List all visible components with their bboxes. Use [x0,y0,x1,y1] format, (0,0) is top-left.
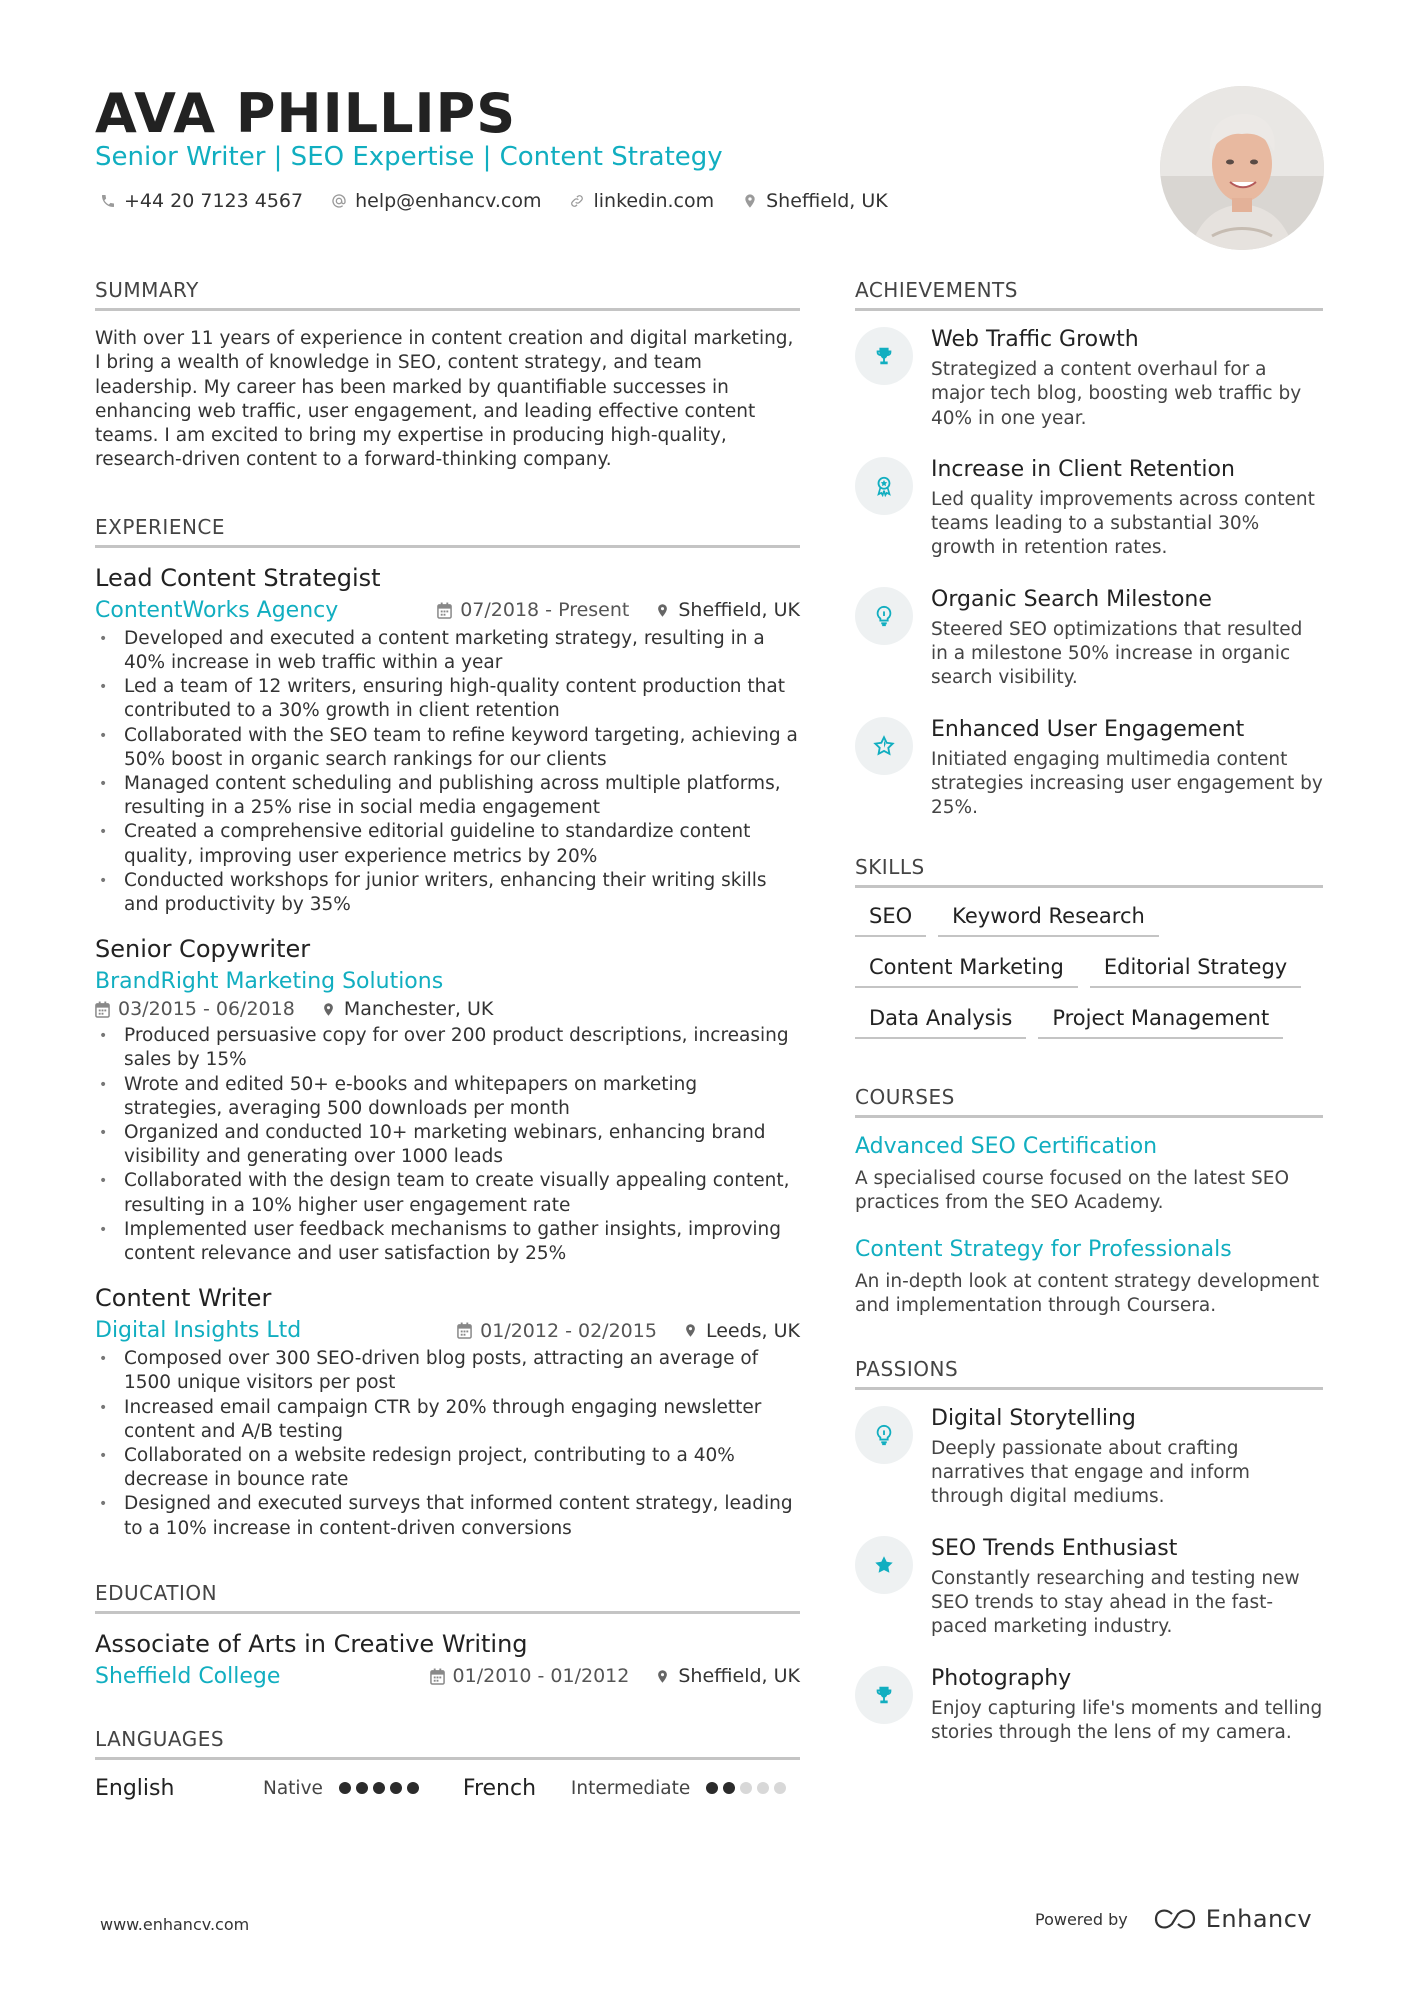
skill-tag: SEO [855,904,926,937]
education-heading: EDUCATION [95,1581,800,1614]
job-title: Content Writer [95,1284,272,1313]
list-item: • Developed and executed a content marketing strategy, resulting in a 40% increase in web traffic within a year [95,627,800,675]
rating-dot-filled [407,1782,419,1794]
course-text: An in-depth look at content strategy development and implementation through Coursera. [855,1271,1320,1317]
education-dates-text: 01/2010 - 01/2012 [452,1665,630,1688]
trophy-icon [855,1666,913,1724]
job-dates-text: 07/2018 - Present [460,599,630,622]
calendar-icon [457,1322,472,1339]
star-icon [855,717,913,775]
job-entry [95,1284,800,1541]
list-item: • Led a team of 12 writers, ensuring high-quality content production that contributed to a 30% growth in client retention [95,675,800,723]
passion-text: Deeply passionate about crafting narratives that engage and inform through digital mediums. [931,1437,1250,1508]
list-item: • Collaborated on a website redesign project, contributing to a 40% decrease in bounce rate [95,1444,800,1492]
passion-title: Digital Storytelling [931,1405,1136,1431]
course-title: Content Strategy for Professionals [855,1237,1232,1263]
candidate-tagline: Senior Writer | SEO Expertise | Content Strategy [95,142,723,172]
job-title: Lead Content Strategist [95,563,381,592]
enhancv-logo-icon [1152,1908,1198,1930]
calendar-icon [430,1668,445,1685]
list-item: • Organized and conducted 10+ marketing webinars, enhancing brand visibility and generating over 1000 leads [95,1121,800,1169]
rating-dot-empty [757,1782,769,1794]
course-text: A specialised course focused on the latest SEO practices from the SEO Academy. [855,1167,1290,1213]
language-level: Intermediate [570,1777,691,1799]
list-item: • Wrote and edited 50+ e-books and whitepapers on marketing strategies, averaging 500 downloads per month [95,1073,800,1121]
skills-heading: SKILLS [855,855,1323,888]
skill-tag: Editorial Strategy [1090,955,1301,988]
company-name: Digital Insights Ltd [95,1318,302,1344]
achievement-title: Increase in Client Retention [931,456,1235,482]
passion-item [855,1406,1323,1510]
achievements-heading: ACHIEVEMENTS [855,278,1323,311]
achievement-item [855,457,1323,561]
profile-photo [1160,86,1324,250]
job-location [321,998,494,1020]
lightbulb-icon [855,587,913,645]
rating-dot-filled [390,1782,402,1794]
list-item: • Increased email campaign CTR by 20% through engaging newsletter content and A/B testing [95,1396,800,1444]
list-item: • Produced persuasive copy for over 200 product descriptions, increasing sales by 15% [95,1024,800,1072]
courses-heading: COURSES [855,1085,1323,1118]
contact-location [742,190,888,212]
job-location [683,1320,800,1342]
powered-by-text: Powered by [1035,1909,1128,1929]
skills-list [855,904,1323,1039]
rating-dot-filled [373,1782,385,1794]
calendar-icon [437,602,452,619]
language-name: English [95,1775,175,1801]
job-title: Senior Copywriter [95,935,311,964]
list-item: • Created a comprehensive editorial guideline to standardize content quality, improving user experience metrics by 20% [95,820,800,868]
experience-heading: EXPERIENCE [95,515,800,548]
job-dates-text: 01/2012 - 02/2015 [480,1319,657,1342]
phone-text: +44 20 7123 4567 [124,190,304,212]
job-location-text: Leeds, UK [705,1319,800,1342]
company-name: BrandRight Marketing Solutions [95,969,444,995]
at-icon [331,193,347,209]
list-item: • Collaborated with the SEO team to refine keyword targeting, achieving a 50% boost in organic search rankings for our clients [95,724,800,772]
company-name: ContentWorks Agency [95,597,339,623]
trophy-icon [855,327,913,385]
list-item: • Designed and executed surveys that informed content strategy, leading to a 10% increase in content-driven conversions [95,1492,800,1540]
languages-heading: LANGUAGES [95,1727,800,1760]
job-location [655,599,800,621]
link-icon [569,193,585,209]
job-meta-row [95,998,800,1020]
language-rating [706,1782,786,1794]
enhancv-logo-text: Enhancv [1205,1905,1313,1933]
enhancv-logo[interactable] [1152,1905,1312,1933]
left-column [95,278,800,1801]
education-location-text: Sheffield, UK [678,1665,800,1688]
rating-dot-filled [706,1782,718,1794]
achievement-text: Steered SEO optimizations that resulted in a milestone 50% increase in organic search visibility. [931,618,1303,689]
achievement-item [855,717,1323,821]
skill-tag: Data Analysis [855,1006,1026,1039]
passion-title: Photography [931,1665,1072,1691]
summary-heading: SUMMARY [95,278,800,311]
job-dates [95,998,295,1020]
achievement-item [855,327,1323,431]
location-pin-icon [683,1322,698,1339]
achievement-text: Led quality improvements across content teams leading to a substantial 30% growth in retention rates. [931,488,1315,559]
education-location [655,1665,800,1687]
footer-website[interactable]: www.enhancv.com [100,1915,250,1934]
job-bullets [95,627,800,917]
right-column [855,278,1323,1771]
achievement-text: Strategized a content overhaul for a major tech blog, boosting web traffic by 40% in one year. [931,359,1302,429]
rating-dot-empty [774,1782,786,1794]
calendar-icon [95,1001,110,1018]
achievement-text: Initiated engaging multimedia content strategies increasing user engagement by 25%. [931,748,1323,819]
list-item: • Conducted workshops for junior writers, enhancing their writing skills and productivity by 35% [95,869,800,917]
location-pin-icon [742,193,758,209]
achievement-title: Web Traffic Growth [931,327,1139,352]
achievement-item [855,587,1323,691]
skill-tag: Content Marketing [855,955,1078,988]
course-item [855,1134,1323,1216]
degree-title: Associate of Arts in Creative Writing [95,1629,528,1658]
rating-dot-filled [356,1782,368,1794]
passion-title: SEO Trends Enthusiast [931,1535,1178,1561]
job-meta-row [95,598,800,623]
award-icon [855,457,913,515]
passion-item [855,1536,1323,1640]
email-text: help@enhancv.com [355,190,542,212]
skill-tag: Keyword Research [938,904,1159,937]
job-meta-row [95,1318,800,1343]
course-item [855,1237,1323,1319]
phone-icon [100,193,116,209]
language-rating [339,1782,457,1794]
skill-tag: Project Management [1038,1006,1283,1039]
job-bullets [95,1347,800,1541]
job-bullets [95,1024,800,1266]
school-name: Sheffield College [95,1663,281,1689]
contact-email[interactable] [331,190,541,212]
location-pin-icon [655,1668,670,1685]
passions-heading: PASSIONS [855,1357,1323,1390]
job-entry [95,935,800,1266]
job-dates [437,599,629,621]
job-dates-text: 03/2015 - 06/2018 [118,998,295,1021]
achievement-title: Organic Search Milestone [931,586,1212,612]
passion-item [855,1666,1323,1746]
list-item: • Implemented user feedback mechanisms to gather insights, improving content relevance and user satisfaction by 25% [95,1218,800,1266]
language-level: Native [263,1777,323,1799]
language-name: French [462,1775,537,1801]
course-title: Advanced SEO Certification [855,1133,1158,1159]
passion-text: Enjoy capturing life's moments and telling stories through the lens of my camera. [931,1697,1323,1743]
lightbulb-icon [855,1406,913,1464]
languages-row [95,1776,800,1801]
linkedin-text: linkedin.com [593,190,715,212]
rating-dot-empty [740,1782,752,1794]
rating-dot-filled [723,1782,735,1794]
candidate-name: AVA PHILLIPS [95,82,517,145]
list-item: • Managed content scheduling and publishing across multiple platforms, resulting in a 25% rise in social media engagement [95,772,800,820]
footer-branding [1035,1905,1312,1933]
job-entry [95,564,800,917]
location-pin-icon [321,1001,336,1018]
summary-text: With over 11 years of experience in content creation and digital marketing, I bring a wealth of knowledge in SEO, content strategy, and team leadership. My career has been marked by quantifiable successes in enhancing web traffic, user engagement, and leading effective content teams. I am excited to bring my expertise in producing high-quality, research-driven content to a forward-thinking company. [95,328,794,471]
rating-dot-filled [339,1782,351,1794]
list-item: • Composed over 300 SEO-driven blog posts, attracting an average of 1500 unique visitors per post [95,1347,800,1395]
location-pin-icon [655,602,670,619]
passion-text: Constantly researching and testing new SEO trends to stay ahead in the fast-paced marketing industry. [931,1567,1300,1638]
contact-phone[interactable] [100,190,303,212]
job-dates [457,1320,657,1342]
education-dates [430,1665,630,1687]
education-entry [95,1630,800,1689]
achievement-title: Enhanced User Engagement [931,716,1245,742]
star-icon [855,1536,913,1594]
contact-linkedin[interactable] [569,190,714,212]
location-text: Sheffield, UK [766,190,888,212]
list-item: • Collaborated with the design team to create visually appealing content, resulting in a 10% higher user engagement rate [95,1169,800,1217]
job-location-text: Sheffield, UK [678,599,800,622]
job-location-text: Manchester, UK [343,998,494,1021]
education-meta-row [95,1664,800,1689]
contact-bar [100,190,888,212]
